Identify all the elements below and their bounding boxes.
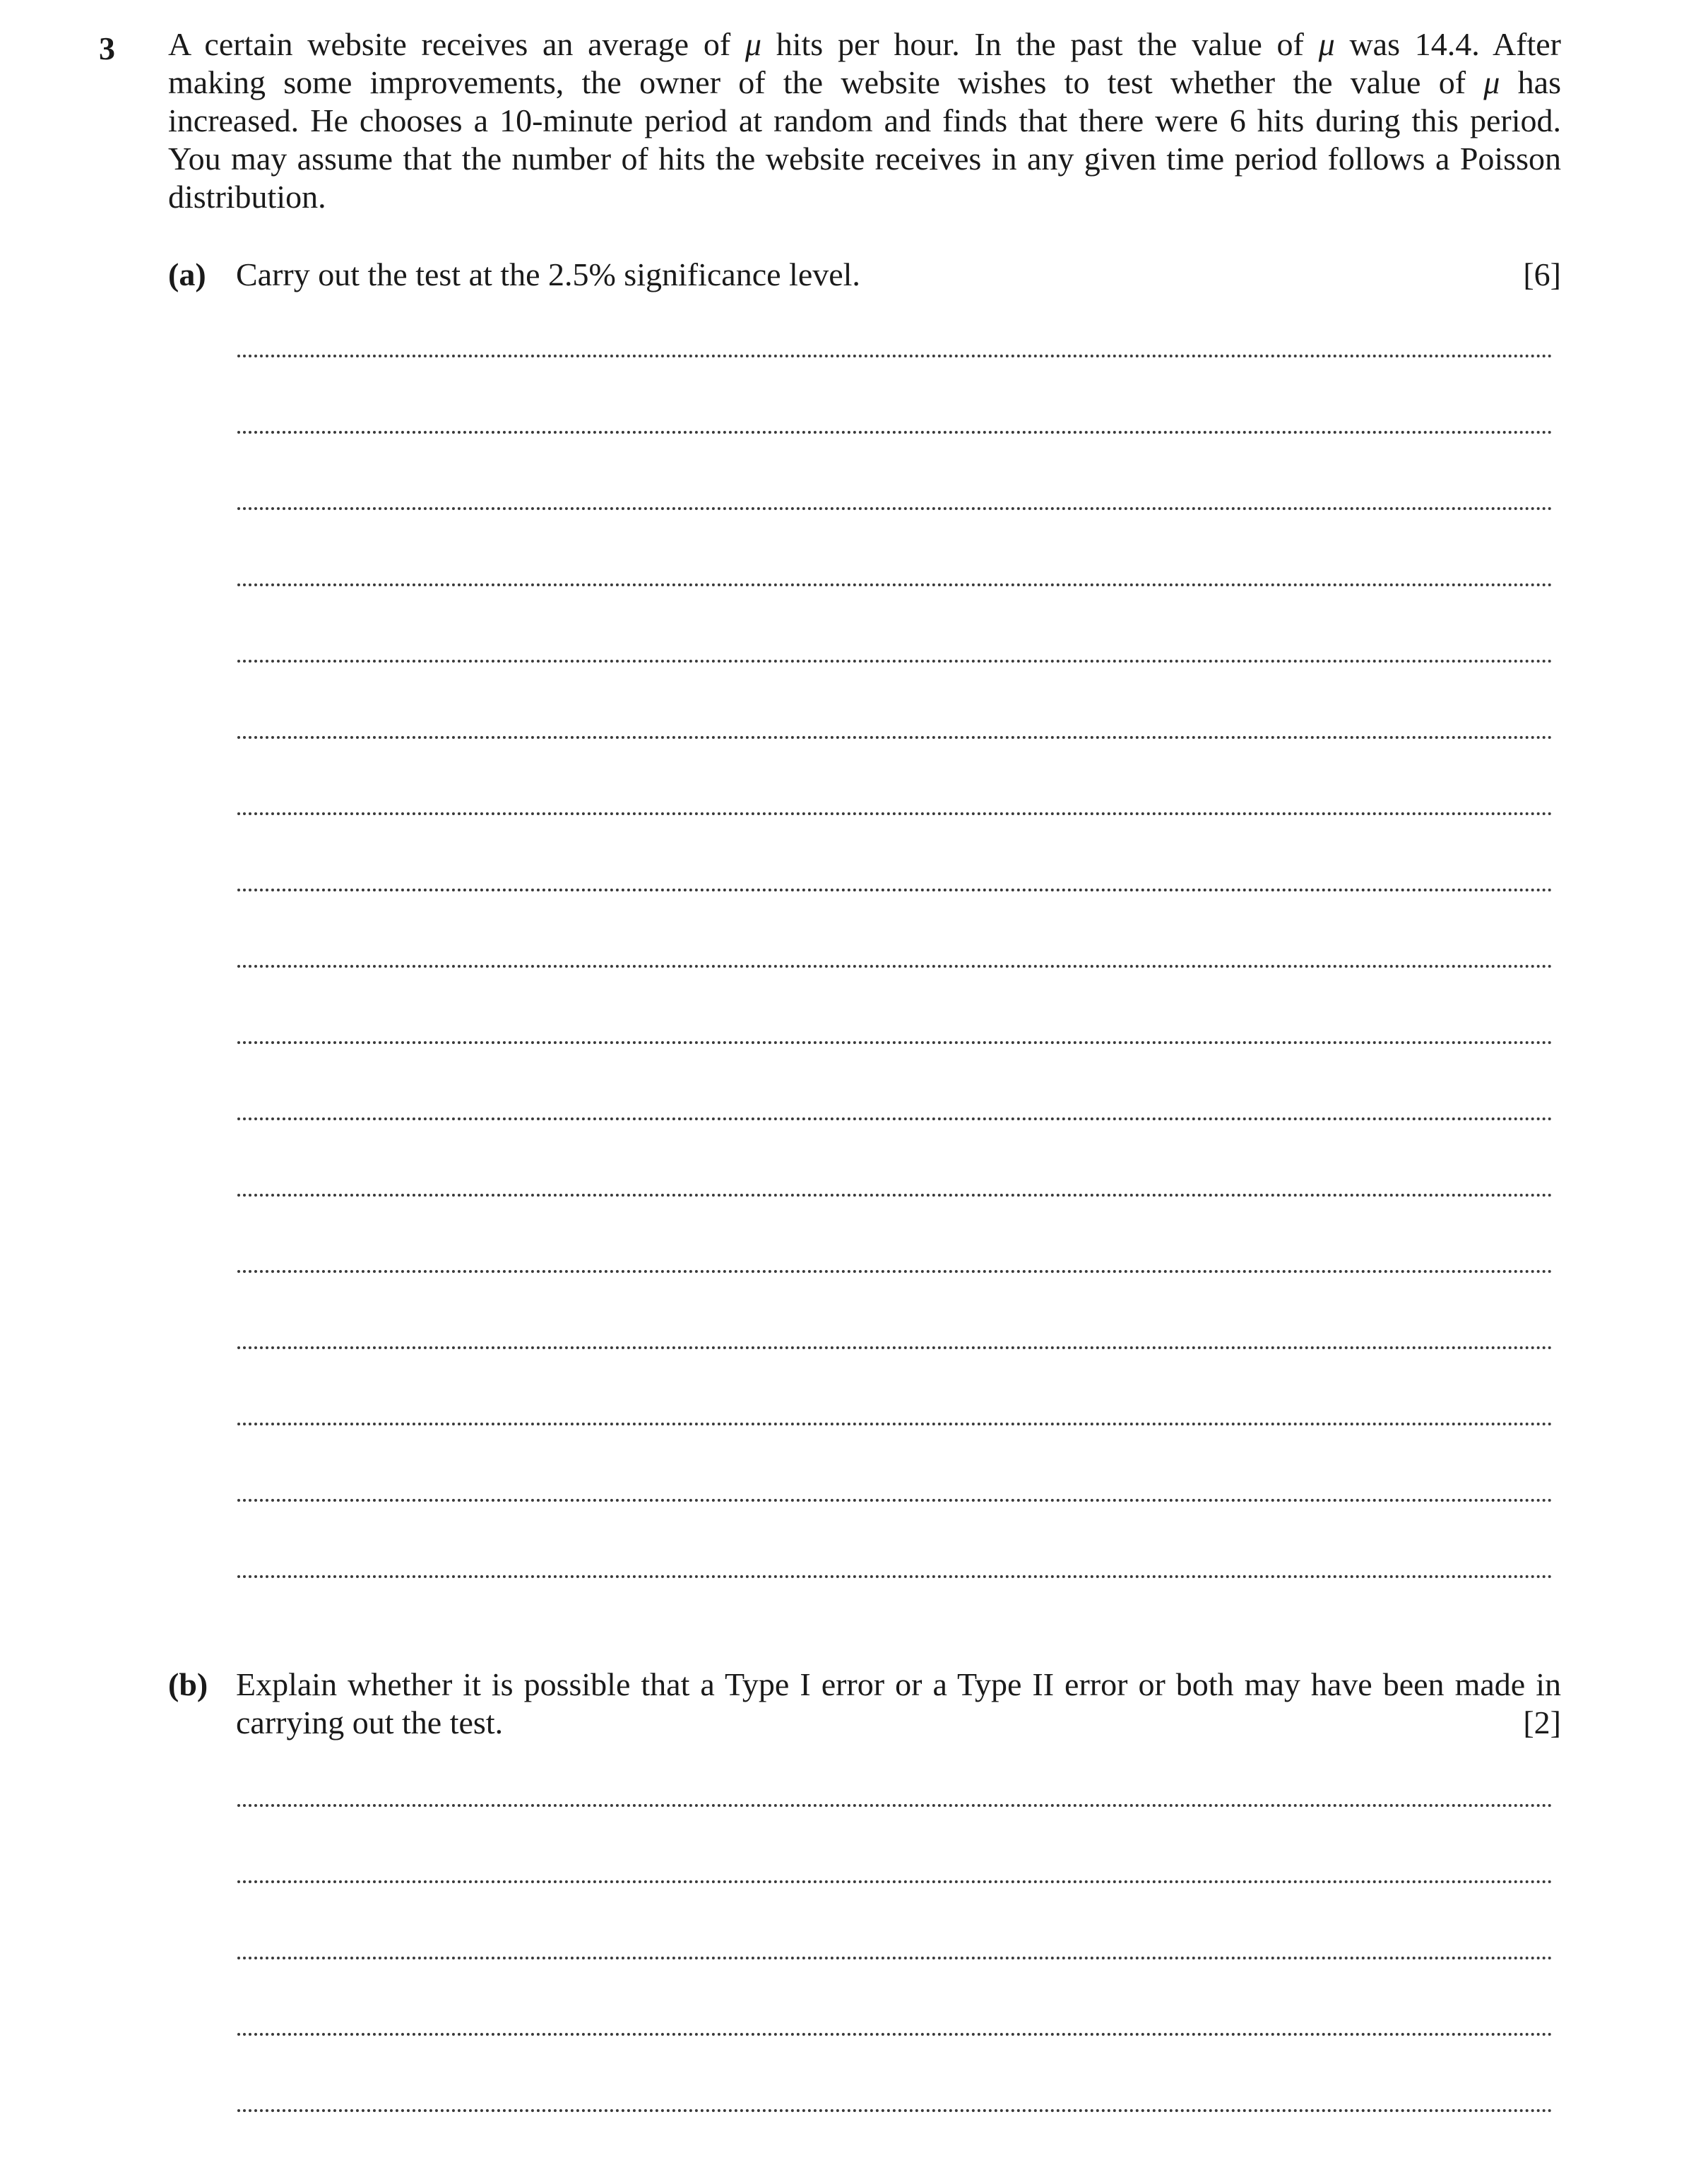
stem-text: making some improvements, the owner of the website wishes to test whether the value of bbox=[168, 64, 1484, 100]
answer-line[interactable] bbox=[237, 889, 1553, 891]
answer-line[interactable] bbox=[237, 1194, 1553, 1197]
part-b-heading bbox=[168, 1666, 1561, 1742]
answer-line[interactable] bbox=[237, 1041, 1553, 1044]
answer-line[interactable] bbox=[237, 431, 1553, 434]
answer-line[interactable] bbox=[237, 1804, 1553, 1807]
stem-line bbox=[168, 102, 1561, 140]
part-b-text-line1: Explain whether it is possible that a Type I error or a Type II error or both may have been made in bbox=[236, 1666, 1561, 1702]
part-b-text-line2: carrying out the test. bbox=[236, 1704, 504, 1740]
answer-line[interactable] bbox=[237, 812, 1553, 815]
stem-text: hits per hour. In the past the value of bbox=[761, 26, 1319, 62]
mu-symbol: μ bbox=[1318, 26, 1335, 62]
answer-line[interactable] bbox=[237, 1423, 1553, 1425]
answer-line[interactable] bbox=[237, 583, 1553, 586]
stem-line bbox=[168, 64, 1561, 102]
stem-line bbox=[168, 25, 1561, 64]
stem-text: has bbox=[1500, 64, 1561, 100]
part-a-text: Carry out the test at the 2.5% significance level. bbox=[236, 256, 860, 292]
question-number: 3 bbox=[99, 30, 115, 66]
stem-line bbox=[168, 178, 1561, 216]
stem-text: was 14.4. After bbox=[1334, 26, 1561, 62]
answer-line[interactable] bbox=[237, 1346, 1553, 1349]
answer-line[interactable] bbox=[237, 1117, 1553, 1120]
answer-line[interactable] bbox=[237, 1270, 1553, 1273]
stem-text: A certain website receives an average of bbox=[168, 26, 745, 62]
answer-line[interactable] bbox=[237, 2109, 1553, 2112]
answer-line[interactable] bbox=[237, 736, 1553, 739]
answer-line[interactable] bbox=[237, 1575, 1553, 1578]
mu-symbol: μ bbox=[745, 26, 761, 62]
stem-text: You may assume that the number of hits the website receives in any given time period follows a Poisson bbox=[168, 141, 1561, 177]
answer-line[interactable] bbox=[237, 1499, 1553, 1502]
stem-line bbox=[168, 140, 1561, 178]
part-b-label: (b) bbox=[168, 1666, 208, 1702]
answer-line[interactable] bbox=[237, 2033, 1553, 2036]
mu-symbol: μ bbox=[1483, 64, 1500, 100]
part-b-marks: [2] bbox=[1523, 1704, 1561, 1740]
question-stem bbox=[168, 25, 1561, 216]
stem-text: distribution. bbox=[168, 179, 326, 215]
answer-line[interactable] bbox=[237, 1957, 1553, 1959]
stem-text: increased. He chooses a 10-minute period at random and finds that there were 6 hits during this period. bbox=[168, 102, 1561, 138]
answer-line[interactable] bbox=[237, 507, 1553, 510]
part-a-marks: [6] bbox=[1523, 256, 1561, 292]
part-a-label: (a) bbox=[168, 256, 206, 292]
answer-line[interactable] bbox=[237, 1880, 1553, 1883]
answer-line[interactable] bbox=[237, 965, 1553, 968]
answer-line[interactable] bbox=[237, 355, 1553, 357]
answer-line[interactable] bbox=[237, 660, 1553, 663]
